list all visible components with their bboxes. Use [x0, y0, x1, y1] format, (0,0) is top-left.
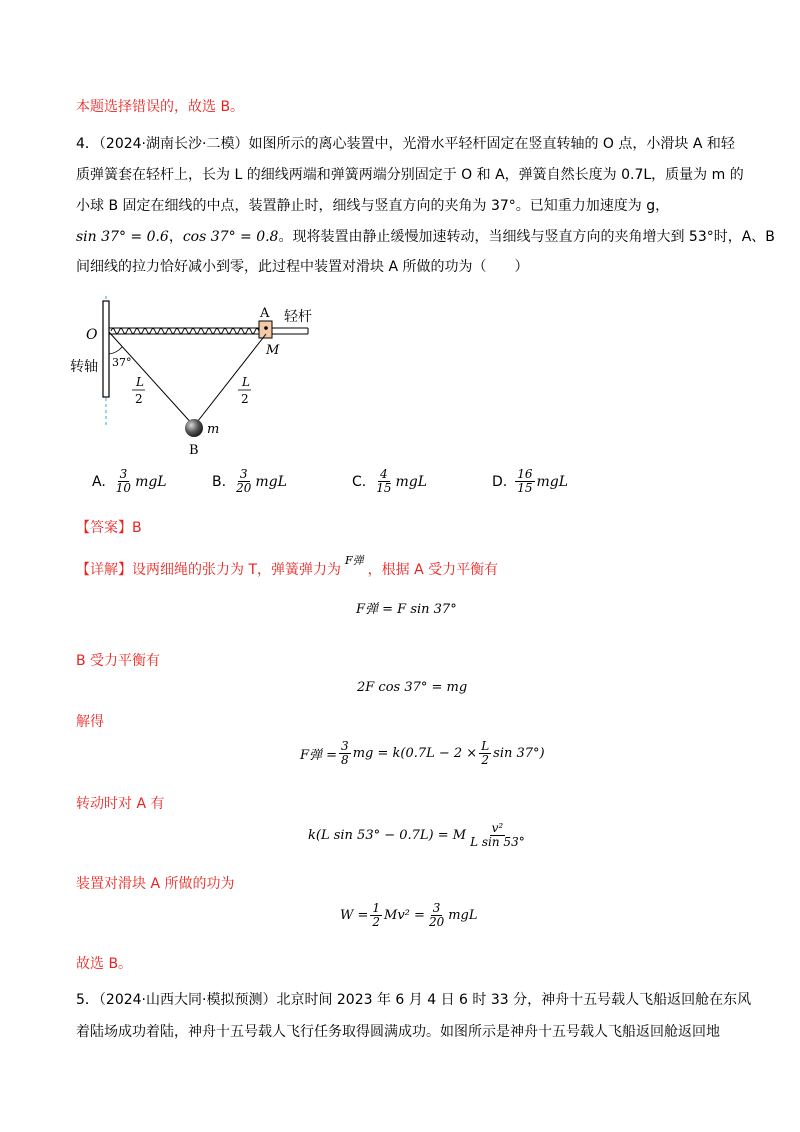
q5-line1-text: （2024·山西大同·模拟预测）北京时间 2023 年 6 月 4 日 6 时 33 分，神舟十五号载人飞船返回舱在东风: [98, 992, 752, 1008]
point-m: [264, 326, 268, 330]
q4-line1: [76, 134, 735, 154]
previous-conclusion: 本题选择错误的，故选 B。: [76, 99, 245, 115]
equation-4: k(L sin 53° − 0.7L) = M $\frac{\text{v²}}{\text{L sin 53°}}$: [308, 821, 525, 849]
rotating-shaft: [103, 301, 109, 397]
label-m-mass: m: [207, 422, 220, 437]
ball-b: [185, 419, 203, 437]
option-d[interactable]: D. $\frac{16}{15}$ mgL: [492, 467, 569, 495]
sin-value: sin 37° = 0.6: [76, 229, 169, 245]
label-a: A: [260, 306, 270, 321]
string-right: [194, 334, 266, 426]
q5-number: 5．: [76, 992, 99, 1008]
detail-line: [76, 554, 499, 581]
q4-number: 4．: [76, 136, 99, 152]
cos-value: cos 37° = 0.8: [182, 229, 279, 245]
rotation-label: 转动时对 A 有: [76, 796, 165, 812]
angle-arc: [109, 347, 122, 354]
q4-source: （2024·湖南长沙·二模）: [98, 136, 249, 152]
spring: [111, 329, 259, 334]
q4-line3: 小球 B 固定在细线的中点，装置静止时，细线与竖直方向的夹角为 37°。已知重力加速度为 g，: [76, 198, 670, 214]
detail-fspring: F弹: [345, 554, 364, 567]
detail-text1: 设两细绳的张力为 T，弹簧弹力为: [132, 562, 342, 578]
label-angle: 37°: [112, 356, 132, 369]
label-2-left: 2: [135, 392, 143, 406]
b-balance: B 受力平衡有: [76, 653, 161, 669]
q4-line5: 间细线的拉力恰好减小到零，此过程中装置对滑块 A 所做的功为（ ）: [76, 259, 529, 275]
work-label: 装置对滑块 A 所做的功为: [76, 876, 235, 892]
string-left: [109, 332, 194, 426]
q4-line2: 质弹簧套在轻杆上，长为 L 的细线两端和弹簧两端分别固定于 O 和 A，弹簧自然长度为 0.7L，质量为 m 的: [76, 167, 744, 183]
option-c[interactable]: C. $\frac{4}{15}$ mgL: [352, 467, 428, 495]
label-l-left: L: [136, 375, 144, 389]
equation-1: F弹 = F sin 37°: [356, 602, 457, 617]
q4-conclusion: 故选 B。: [76, 956, 133, 972]
label-2-right: 2: [241, 392, 249, 406]
option-b-fraction: $\frac{3}{20}$: [236, 467, 252, 495]
equation-5: W = $\frac{1}{2}$ Mv² = $\frac{3}{20}$ mgL: [340, 901, 478, 929]
label-b: B: [189, 443, 199, 458]
equation-2: 2F cos 37° = mg: [357, 680, 468, 695]
option-b[interactable]: B. $\frac{3}{20}$ mgL: [212, 467, 287, 495]
solve-label: 解得: [76, 714, 104, 730]
q5-line1: [76, 990, 751, 1010]
label-axis: 转轴: [70, 359, 98, 375]
q4-line4-text: 。现将装置由静止缓慢加速转动，当细线与竖直方向的夹角增大到 53°时，A、B: [278, 229, 775, 245]
q5-line2: 着陆场成功着陆，神舟十五号载人飞行任务取得圆满成功。如图所示是神舟十五号载人飞船返回舱返回地: [76, 1024, 720, 1040]
label-m: M: [266, 343, 280, 358]
option-c-fraction: $\frac{4}{15}$: [376, 467, 392, 495]
detail-label: 【详解】: [76, 562, 132, 578]
detail-text2: ，根据 A 受力平衡有: [367, 562, 499, 578]
q4-line4: sin 37° = 0.6，cos 37° = 0.8。现将装置由静止缓慢加速转动，当细线与竖直方向的夹角增大到 53°时，A、B: [76, 229, 775, 245]
option-d-fraction: $\frac{16}{15}$: [517, 467, 533, 495]
label-rod: 轻杆: [284, 309, 312, 325]
equation-3: F弹 = $\frac{3}{8}$ mg = k(0.7L − 2 × $\frac{L}{2}$ sin 37°): [300, 739, 545, 767]
label-o: O: [86, 327, 98, 343]
option-a-fraction: $\frac{3}{10}$: [115, 467, 132, 495]
label-l-right: L: [242, 375, 250, 389]
centrifuge-figure: [70, 296, 330, 461]
answer: 【答案】B: [76, 520, 142, 536]
q4-line1-text: 如图所示的离心装置中，光滑水平轻杆固定在竖直转轴的 O 点，小滑块 A 和轻: [248, 136, 735, 152]
option-a[interactable]: A. $\frac{3}{10}$ mgL: [92, 467, 167, 495]
